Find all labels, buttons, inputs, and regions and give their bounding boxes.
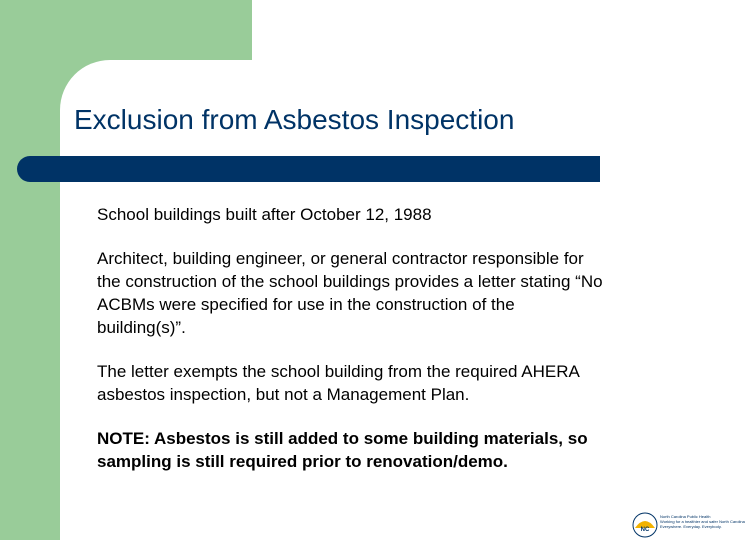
- paragraph-school-buildings: School buildings built after October 12, 1988: [97, 205, 432, 224]
- slide-title: Exclusion from Asbestos Inspection: [74, 104, 515, 135]
- slide-body: [97, 203, 607, 494]
- logo-text-line1: North Carolina Public Health: [660, 514, 711, 519]
- ncdph-logo-icon: [632, 512, 658, 538]
- paragraph-letter-exemption: The letter exempts the school building from the required AHERA asbestos inspection, but not a Management Plan.: [97, 362, 579, 404]
- title-bar-shape: [17, 156, 600, 182]
- logo-text-line3: Everywhere. Everyday. Everybody.: [660, 524, 722, 529]
- logo-text-line2: Working for a healthier and safer North Carolina: [660, 519, 745, 524]
- paragraph-note: NOTE: Asbestos is still added to some building materials, so sampling is still required prior to renovation/demo.: [97, 429, 588, 471]
- ncdph-logo: [632, 512, 745, 538]
- logo-text-block: [660, 514, 745, 529]
- paragraph-architect-letter: Architect, building engineer, or general contractor responsible for the construction of the school buildings provides a letter stating “No ACBMs were specified for use in the construction of the building(s)”.: [97, 249, 603, 337]
- svg-text:NC: NC: [640, 527, 650, 533]
- green-left-strip: [0, 0, 60, 540]
- title-underline-bar: [17, 156, 600, 182]
